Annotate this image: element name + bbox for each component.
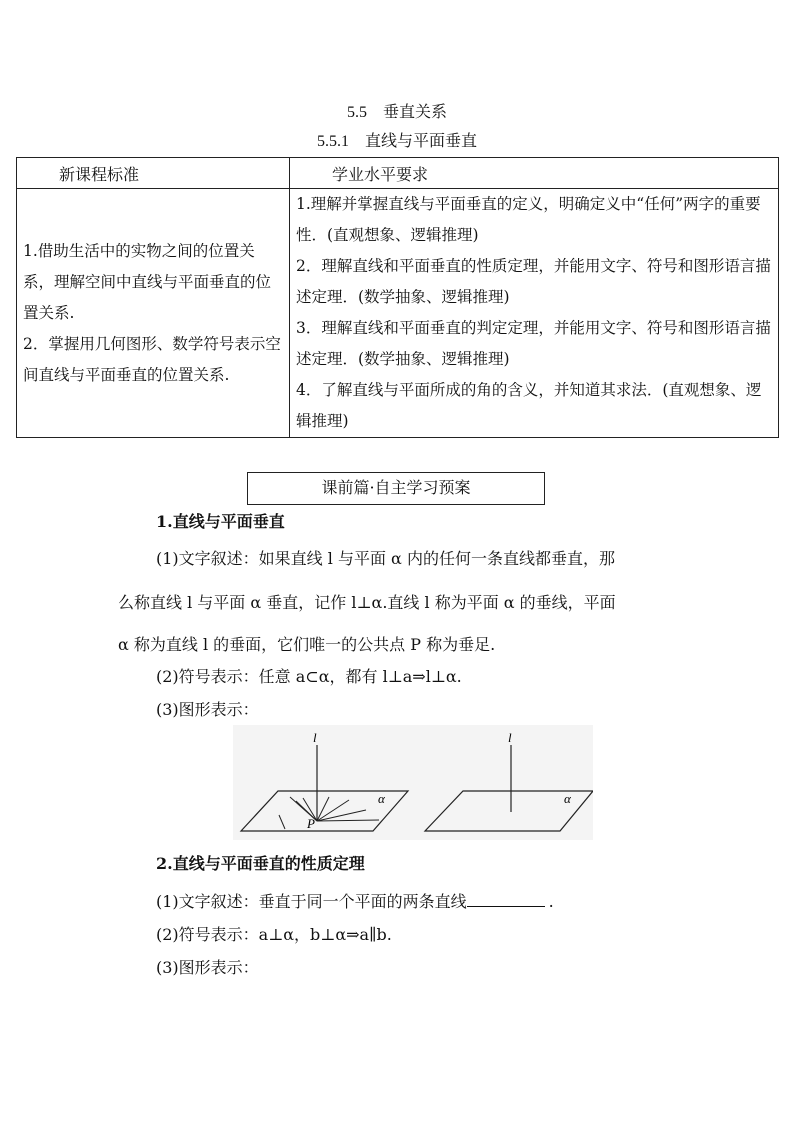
part2-heading: 2.直线与平面垂直的性质定理 — [156, 854, 365, 873]
requirement-item: 2．理解直线和平面垂直的性质定理，并能用文字、符号和图形语言描述定理．(数学抽象、逻辑推理) — [296, 257, 771, 306]
part2-text-end: . — [548, 892, 554, 911]
table-cell-standards — [17, 189, 290, 438]
part1-heading: 1.直线与平面垂直 — [156, 512, 285, 531]
table-row — [17, 189, 779, 438]
part2-figure-label: (3)图形表示： — [156, 958, 259, 977]
part1-text-line1-body: 如果直线 l 与平面 α 内的任何一条直线都垂直，那 — [258, 549, 615, 568]
subsection-title-text: 直线与平面垂直 — [364, 131, 477, 150]
section-number: 5.5 — [346, 104, 367, 121]
foot-label: P — [307, 816, 315, 831]
requirement-item: 4．了解直线与平面所成的角的含义，并知道其求法．(直观想象、逻辑推理) — [296, 381, 762, 430]
part1-figure-label: (3)图形表示： — [156, 700, 259, 719]
standard-item: 1.借助生活中的实物之间的位置关系，理解空间中直线与平面垂直的位置关系. — [23, 241, 272, 322]
part1-text-line2: 么称直线 l 与平面 α 垂直，记作 l⊥α.直线 l 称为平面 α 的垂线，平面 — [118, 593, 616, 612]
table-header-left: 新课程标准 — [17, 158, 290, 189]
requirement-item: 1.理解并掌握直线与平面垂直的定义，明确定义中“任何”两字的重要性．(直观想象、逻辑推理) — [296, 195, 761, 244]
section-box: 课前篇·自主学习预案 — [247, 472, 545, 505]
figure-background — [233, 725, 593, 840]
plane-label-left: α — [378, 791, 385, 806]
part1-symbol-line: (2)符号表示：任意 a⊂α，都有 l⊥a⇒l⊥α. — [156, 667, 462, 686]
part2-text-line — [156, 889, 554, 912]
part2-symbol-line: (2)符号表示：a⊥α，b⊥α⇒a∥b. — [156, 925, 392, 944]
subsection-title — [0, 128, 794, 151]
section-title — [0, 99, 794, 122]
line-label-left: l — [313, 730, 317, 745]
standard-item: 2．掌握用几何图形、数学符号表示空间直线与平面垂直的位置关系. — [23, 334, 281, 384]
section-title-text: 垂直关系 — [382, 102, 447, 121]
standards-table — [16, 157, 779, 438]
fill-in-blank[interactable] — [467, 892, 545, 907]
part1-text-line3: α 称为直线 l 的垂面，它们唯一的公共点 P 称为垂足. — [118, 635, 496, 654]
part2-text-label: (1)文字叙述：垂直于同一个平面的两条直线 — [156, 892, 467, 911]
requirement-item: 3．理解直线和平面垂直的判定定理，并能用文字、符号和图形语言描述定理．(数学抽象、逻辑推理) — [296, 319, 771, 368]
subsection-number: 5.5.1 — [316, 133, 349, 150]
part1-text-label: (1)文字叙述： — [156, 549, 259, 568]
table-header-right: 学业水平要求 — [290, 158, 779, 189]
table-cell-requirements — [290, 189, 779, 438]
plane-label-right: α — [564, 791, 571, 806]
line-label-right: l — [508, 730, 512, 745]
line-plane-figure — [233, 725, 593, 840]
table-header-row — [17, 158, 779, 189]
part1-text-line1 — [156, 546, 615, 569]
